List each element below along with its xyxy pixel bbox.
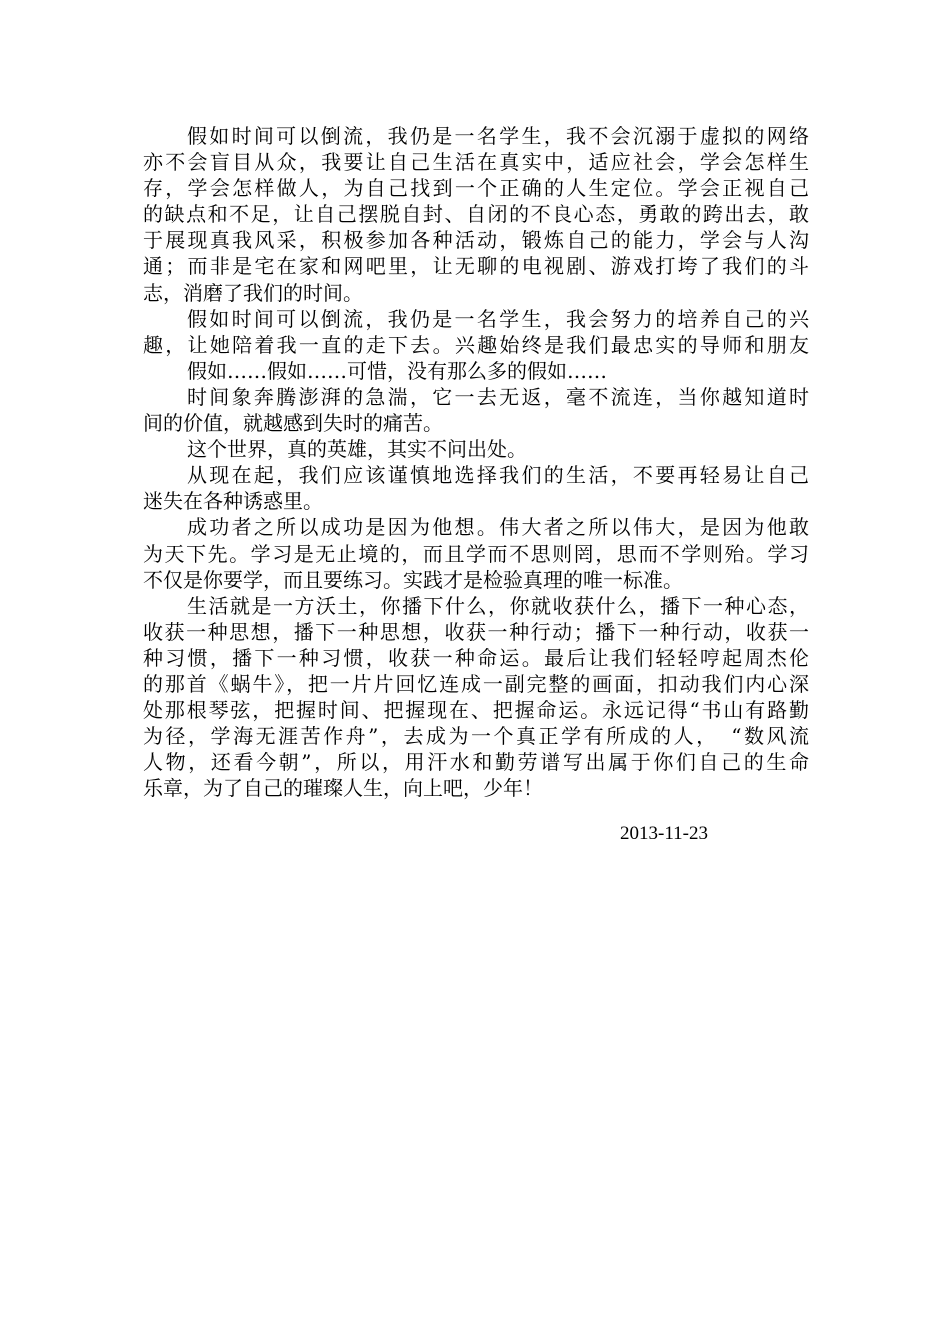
text-line: 趣，让她陪着我一直的走下去。兴趣始终是我们最忠实的导师和朋友: [143, 332, 809, 357]
text-line: 不仅是你要学，而且要练习。实践才是检验真理的唯一标准。: [143, 567, 683, 592]
text-line: 乐章，为了自己的璀璨人生，向上吧，少年！: [143, 776, 543, 801]
text-line: 志，消磨了我们的时间。: [143, 280, 363, 305]
text-line: 的那首《蜗牛》，把一片片回忆连成一副完整的画面，扣动我们内心深: [143, 671, 809, 696]
text-line: 于展现真我风采，积极参加各种活动，锻炼自己的能力，学会与人沟: [143, 228, 809, 253]
text-line: 处那根琴弦，把握时间、把握现在、把握命运。永远记得“书山有路勤: [143, 698, 809, 723]
text-line: 迷失在各种诱惑里。: [143, 489, 323, 514]
text-line: 时间象奔腾澎湃的急湍，它一去无返，毫不流连，当你越知道时: [187, 384, 809, 409]
text-line: 收获一种思想，播下一种思想，收获一种行动；播下一种行动，收获一: [143, 619, 809, 644]
essay-body: [143, 123, 809, 801]
text-line: 通；而非是宅在家和网吧里，让无聊的电视剧、游戏打垮了我们的斗: [143, 254, 809, 279]
text-line: 假如时间可以倒流，我仍是一名学生，我不会沉溺于虚拟的网络: [187, 124, 809, 148]
text-line: 为径，学海无涯苦作舟”，去成为一个真正学有所成的人， “数风流: [143, 724, 809, 749]
text-line: 假如时间可以倒流，我仍是一名学生，我会努力的培养自己的兴: [187, 306, 809, 331]
text-line: 种习惯，播下一种习惯，收获一种命运。最后让我们轻轻哼起周杰伦: [143, 645, 809, 670]
text-line: 的缺点和不足，让自己摆脱自封、自闭的不良心态，勇敢的跨出去，敢: [143, 202, 809, 227]
text-line: 从现在起，我们应该谨慎地选择我们的生活，不要再轻易让自己: [187, 463, 809, 488]
text-line: 人物，还看今朝”，所以，用汗水和勤劳谱写出属于你们自己的生命: [143, 750, 809, 775]
text-line: 亦不会盲目从众，我要让自己生活在真实中，适应社会，学会怎样生: [143, 150, 809, 175]
text-line: 生活就是一方沃土，你播下什么，你就收获什么，播下一种心态，: [187, 593, 809, 618]
text-line: 间的价值，就越感到失时的痛苦。: [143, 411, 443, 436]
text-line: 假如……假如……可惜，没有那么多的假如……: [187, 358, 607, 383]
document-date: 2013-11-23: [620, 823, 708, 844]
text-line: 这个世界，真的英雄，其实不问出处。: [187, 437, 527, 462]
text-line: 为天下先。学习是无止境的，而且学而不思则罔，思而不学则殆。学习: [143, 541, 809, 566]
text-line: 成功者之所以成功是因为他想。伟大者之所以伟大，是因为他敢: [187, 515, 809, 540]
text-line: 存，学会怎样做人，为自己找到一个正确的人生定位。学会正视自己: [143, 176, 809, 201]
